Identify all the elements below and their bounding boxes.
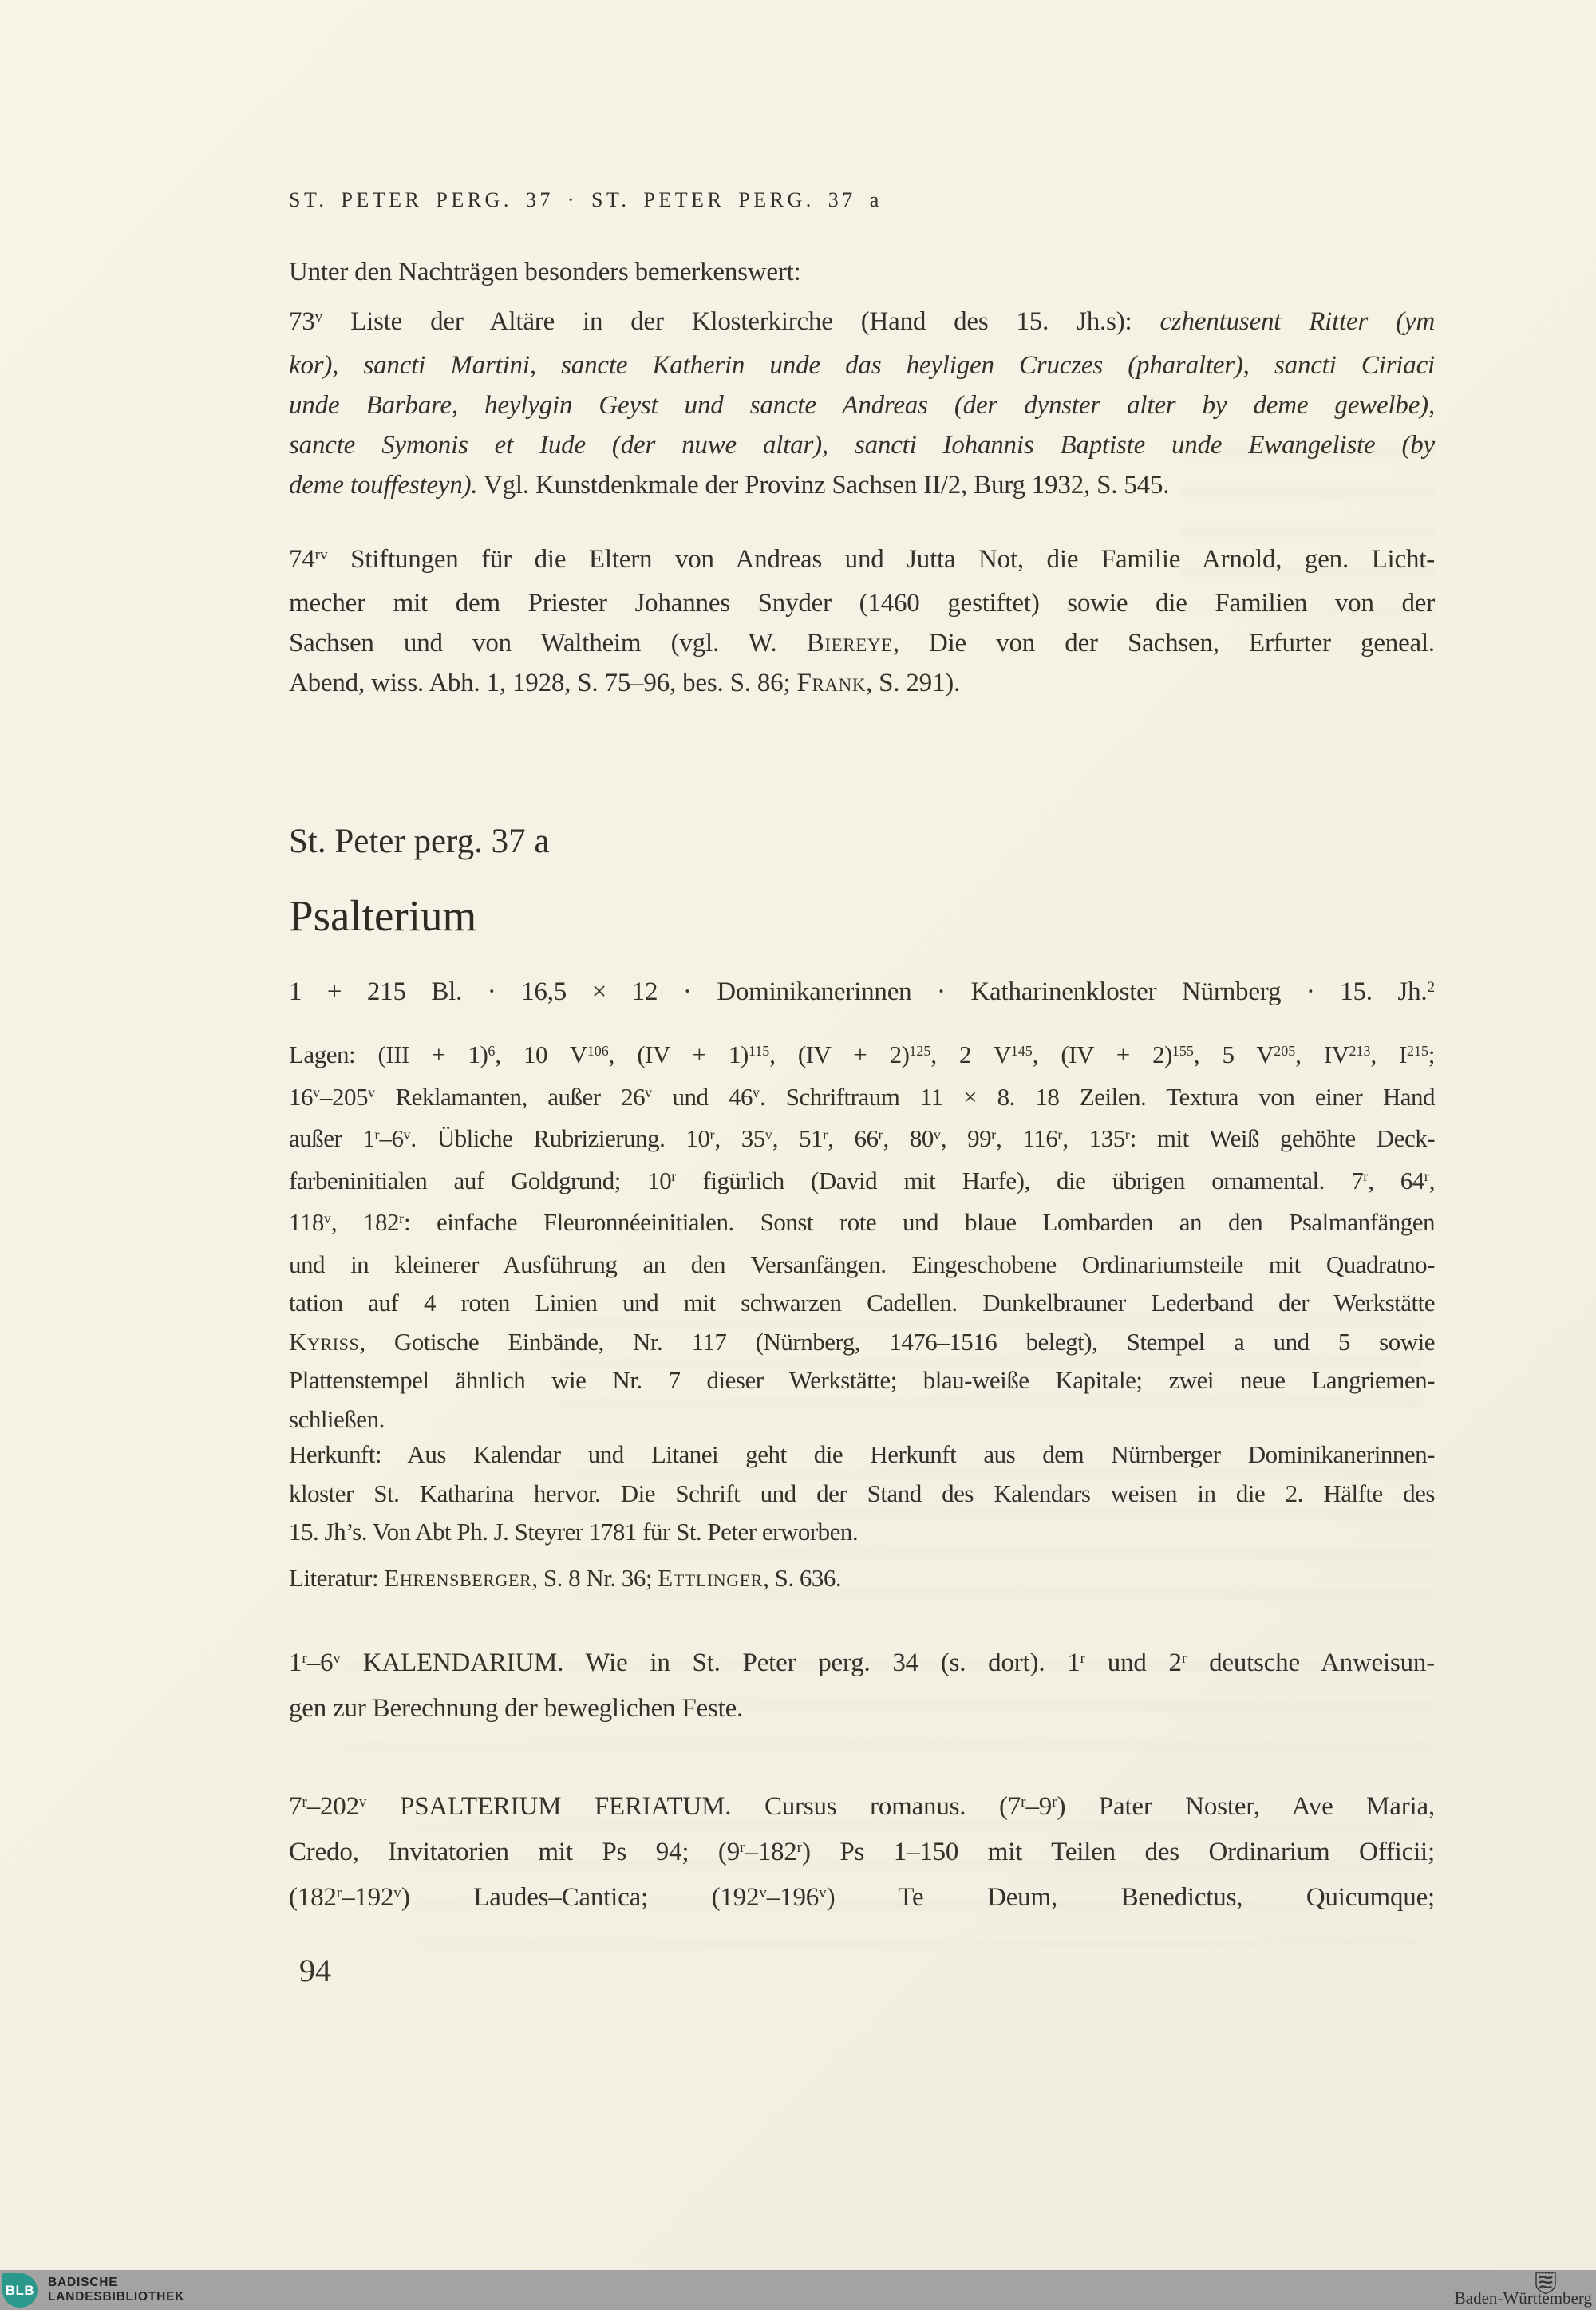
running-header: ST. PETER PERG. 37 · ST. PETER PERG. 37 a xyxy=(289,188,883,211)
library-name xyxy=(48,2276,184,2304)
blb-logo-text: BLB xyxy=(5,2282,35,2298)
paragraph-herkunft: Herkunft: Aus Kalendar und Litanei geht die Herkunft aus dem Nürnberger Dominikanerinnen- kloster St. Katharina hervor. Die Schrift und der Stand des Kalendars weisen in die 2. Hälfte des 15. Jh’s. Von Abt Ph. J. Steyrer 1781 für St. Peter erworben. xyxy=(289,1440,1435,1546)
manuscript-title: Psalterium xyxy=(289,891,477,940)
library-name-line2: LANDESBIBLIOTHEK xyxy=(48,2290,185,2304)
paragraph-psalterium-feriatum: 7$^r$–202$^v$ PSALTERIUM FERIATUM. Cursus romanus. (7$^r$–9$^r$) Pater Noster, Ave Maria, Credo, Invitatorien mit Ps 94; (9$^r$–182$^r$) Ps 1–150 mit Teilen des Ordinarium Officii; (182$^r$–192$^v$) Laudes–Cantica; (192$^v$–196$^v$) Te Deum, Benedictus, Quicumque; xyxy=(289,1792,1435,1912)
paragraph-74rv-stiftungen: $74^{rv}$ Stiftungen für die Eltern von Andreas und Jutta Not, die Familie Arnold, gen. Licht- mecher mit dem Priester Johannes Snyder (1460 gestiftet) sowie die Familien von der Sachsen und von Waltheim (vgl. W. Biereye, Die von der Sachsen, Erfurter geneal. Abend, wiss. Abh. 1, 1928, S. 75–96, bes. S. 86; Frank, S. 291). xyxy=(289,545,1435,697)
paragraph-lagen: Lagen: (III + 1)$^6$, 10 $V^{106}$, (IV + 1)$^{115}$, (IV + 2)$^{125}$, 2 $V^{145}$, (IV + 2)$^{155}$, 5 $V^{205}$, IV$^{213}$, $I^{215}$; 16$^v$–205$^v$ Reklamanten, außer 26$^v$ und 46$^v$. Schriftraum 11 × 8. 18 Zeilen. Textura von einer Hand außer 1$^r$–6$^v$. Übliche Rubrizierung. 10$^r$, 35$^v$, 51$^r$, 66$^r$, 80$^v$, 99$^r$, 116$^r$, 135$^r$: mit Weiß gehöhte Deck- farbeninitialen auf Goldgrund; 10$^r$ figürlich (David mit Harfe), die übrigen ornamental. 7$^r$, 64$^r$, 118$^v$, 182$^r$: einfache Fleuronnéeinitialen. Sonst rote und blaue Lombarden an den Psalmanfängen und in kleinerer Ausführung an den Versanfängen. Eingeschobene Ordinariumsteile mit Quadratno- tation auf 4 roten Linien und mit schwarzen Cadellen. Dunkelbrauner Lederband der Werkstätte Kyriss, Gotische Einbände, Nr. 117 (Nürnberg, 1476–1516 belegt), Stempel a und 5 sowie Plattenstempel ähnlich wie Nr. 7 dieser Werkstätte; blau-weiße Kapitale; zwei neue Langriemen- schließen. xyxy=(289,1040,1436,1433)
paragraph-kalendarium: 1$^r$–6$^v$ KALENDARIUM. Wie in St. Peter perg. 34 (s. dort). 1$^r$ und 2$^r$ deutsche Anweisun- gen zur Berechnung der beweglichen Feste. xyxy=(289,1649,1435,1723)
shelfmark-heading: St. Peter perg. 37 a xyxy=(289,823,550,860)
blb-logo xyxy=(2,2273,38,2308)
paragraph-intro: Unter den Nachträgen besonders bemerkenswert: xyxy=(289,258,801,286)
manuscript-meta-line: 1 + 215 Bl. · 16,5 × 12 · Dominikanerinnen · Katharinenkloster Nürnberg · 15. Jh.$^2$ xyxy=(289,977,1435,1006)
digitization-footer-bar xyxy=(0,2270,1596,2310)
library-name-line1: BADISCHE xyxy=(48,2276,118,2289)
state-name: Baden-Württemberg xyxy=(1454,2288,1592,2308)
paragraph-73v-altars: 73$^v$ Liste der Altäre in der Klosterkirche (Hand des 15. Jh.s): czhentusent Ritter (ym kor), sancti Martini, sancte Katherin unde das heyligen Cruczes (pharalter), sancti Ciriaci unde Barbare, heylygin Geyst und sancte Andreas (der dynster alter by deme gewelbe), sancte Symonis et Iude (der nuwe altar), sancti Iohannis Baptiste unde Ewangeliste (by deme touffesteyn). Vgl. Kunstdenkmale der Provinz Sachsen II/2, Burg 1932, S. 545. xyxy=(289,307,1435,500)
paragraph-literatur: Literatur: Ehrensberger, S. 8 Nr. 36; Ettlinger, S. 636. xyxy=(289,1564,842,1592)
page-number: 94 xyxy=(299,1953,331,1988)
